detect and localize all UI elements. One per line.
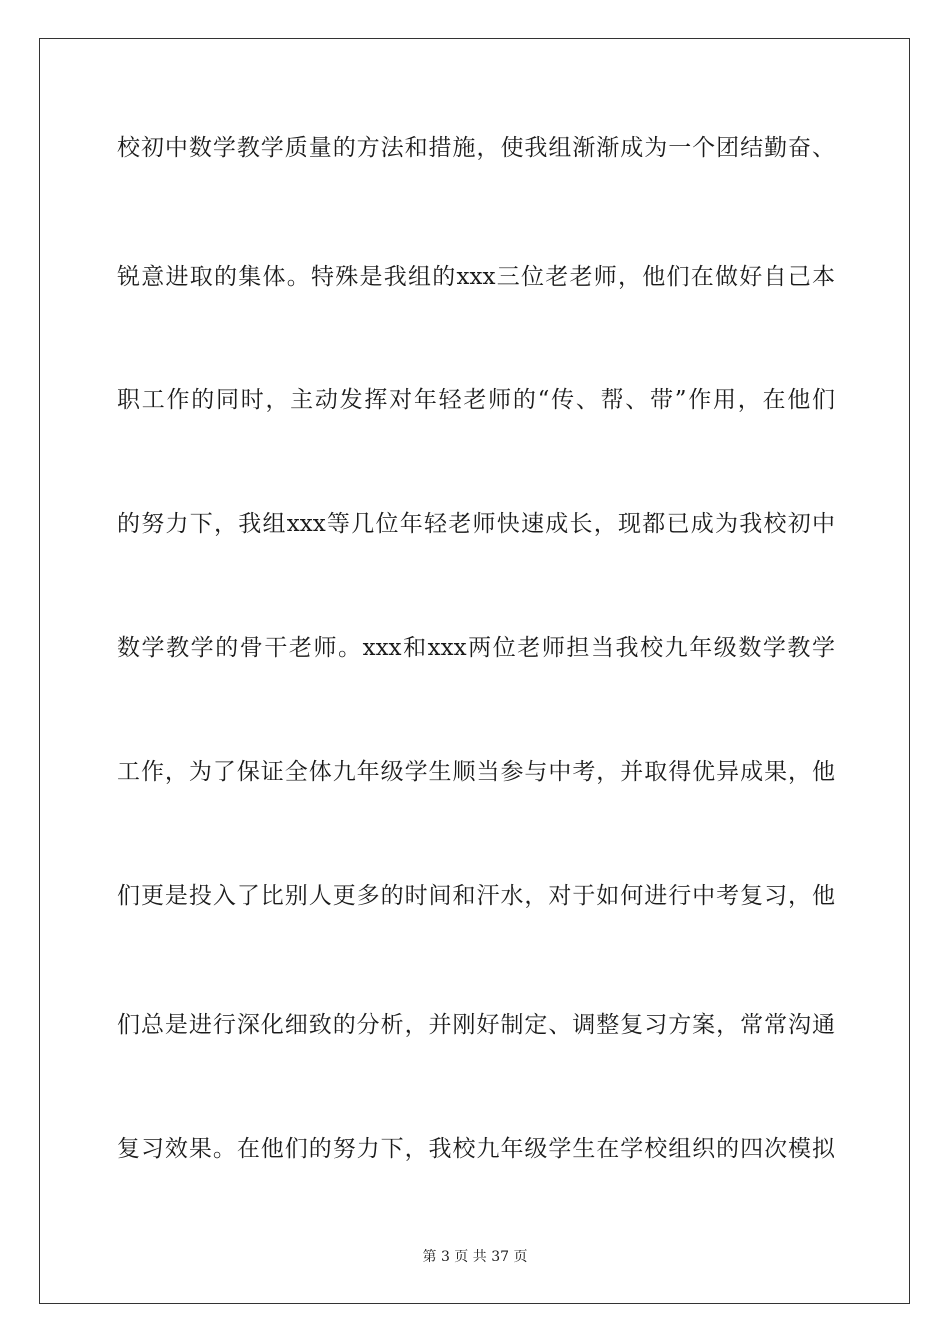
text-line: 数学教学的骨干老师。xxx和xxx两位老师担当我校九年级数学教学 (117, 635, 835, 661)
page-number-footer: 第 3 页 共 37 页 (422, 1249, 528, 1265)
page-border (39, 38, 910, 1304)
text-line: 的努力下，我组xxx等几位年轻老师快速成长，现都已成为我校初中 (117, 511, 835, 537)
text-line: 校初中数学教学质量的方法和措施，使我组渐渐成为一个团结勤奋、 (117, 135, 835, 161)
text-line: 职工作的同时，主动发挥对年轻老师的“传、帮、带”作用，在他们 (117, 387, 835, 413)
text-line: 复习效果。在他们的努力下，我校九年级学生在学校组织的四次模拟 (117, 1136, 835, 1162)
text-line: 们更是投入了比别人更多的时间和汗水，对于如何进行中考复习，他 (117, 883, 835, 909)
text-line: 锐意进取的集体。特殊是我组的xxx三位老老师，他们在做好自己本 (117, 264, 835, 290)
text-line: 工作，为了保证全体九年级学生顺当参与中考，并取得优异成果，他 (117, 759, 835, 785)
text-line: 们总是进行深化细致的分析，并刚好制定、调整复习方案，常常沟通 (117, 1012, 835, 1038)
